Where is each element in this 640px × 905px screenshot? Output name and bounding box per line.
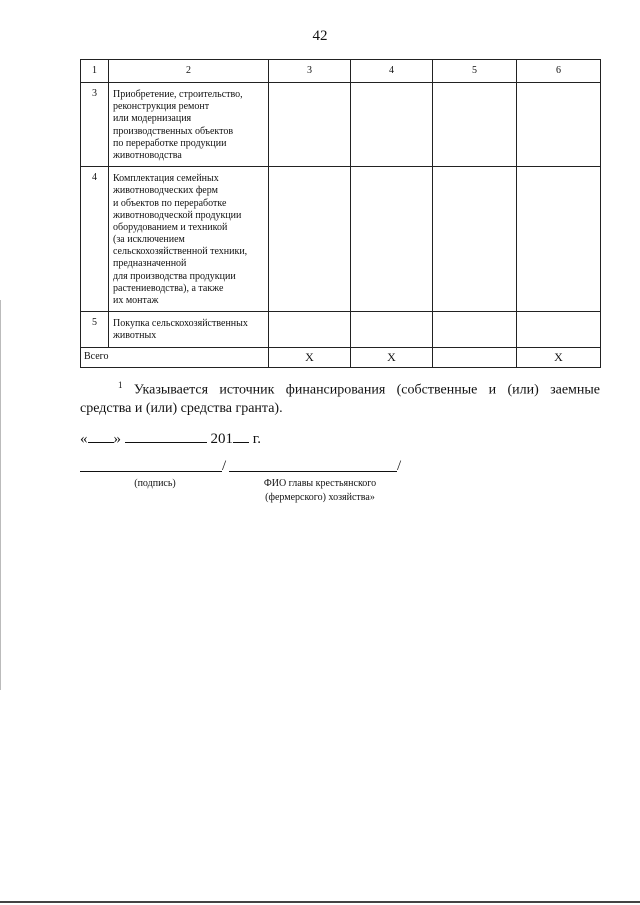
column-header: 1: [81, 60, 109, 83]
value-cell: [433, 167, 517, 312]
total-cell: Х: [517, 347, 601, 367]
value-cell: [351, 312, 433, 347]
description-line: по переработке продукции: [113, 137, 227, 149]
date-line: [80, 428, 261, 448]
value-cell: [517, 312, 601, 347]
name-line: [229, 471, 397, 472]
description-line: оборудованием и техникой: [113, 221, 228, 233]
name-slash: /: [397, 458, 402, 474]
column-header: 5: [433, 60, 517, 83]
year-suffix: г.: [252, 431, 261, 447]
description-line: животных: [113, 330, 157, 342]
signature-line: [80, 471, 222, 472]
total-cell: Х: [269, 347, 351, 367]
description-line: для производства продукции: [113, 270, 236, 282]
description-line: растениеводства), а также: [113, 282, 224, 294]
close-quote: »: [113, 431, 121, 447]
value-cell: [433, 312, 517, 347]
total-cell: [433, 347, 517, 367]
column-header: 3: [269, 60, 351, 83]
row-number: 4: [81, 167, 109, 312]
open-quote: «: [80, 431, 88, 447]
description-line: Покупка сельскохозяйственных: [113, 318, 248, 330]
table-row: [81, 167, 601, 312]
description-line: или модернизация: [113, 113, 192, 125]
row-description: [109, 312, 269, 347]
description-line: животноводства: [113, 149, 182, 161]
description-line: их монтаж: [113, 295, 159, 306]
value-cell: [517, 167, 601, 312]
description-line: Приобретение, строительство,: [113, 89, 243, 100]
value-cell: [517, 83, 601, 167]
row-description: [109, 167, 269, 312]
column-header: 6: [517, 60, 601, 83]
description-line: производственных объектов: [113, 125, 234, 137]
footnote-marker: 1: [118, 380, 123, 390]
value-cell: [269, 312, 351, 347]
description-line: животноводческих ферм: [113, 185, 218, 197]
scan-margin-line: [0, 300, 1, 690]
financing-table: [80, 59, 601, 368]
total-label: Всего: [81, 347, 269, 367]
month-blank: [125, 428, 207, 443]
day-blank: [88, 428, 114, 443]
table-row: [81, 312, 601, 347]
table-header-row: [81, 60, 601, 83]
value-cell: [351, 167, 433, 312]
footnote: [80, 380, 600, 419]
row-number: 5: [81, 312, 109, 347]
column-header: 2: [109, 60, 269, 83]
description-line: и объектов по переработке: [113, 197, 227, 209]
row-description: [109, 83, 269, 167]
description-line: реконструкция ремонт: [113, 101, 210, 113]
table-row: [81, 83, 601, 167]
footnote-text: Указывается источник финансирования (собственные и (или) заемные средства и (или) средства гранта).: [80, 382, 601, 417]
row-number: 3: [81, 83, 109, 167]
description-line: сельскохозяйственной техники,: [113, 246, 248, 258]
description-line: животноводческой продукции: [113, 209, 242, 221]
value-cell: [433, 83, 517, 167]
description-line: (за исключением: [113, 234, 185, 246]
value-cell: [269, 83, 351, 167]
year-blank: [233, 428, 249, 443]
value-cell: [269, 167, 351, 312]
description-line: Комплектация семейных: [113, 173, 219, 185]
name-caption-line-2: (фермерского) хозяйства»: [265, 492, 375, 503]
signature-slash: /: [222, 458, 227, 474]
page-number: 42: [312, 28, 328, 44]
name-caption-line-1: ФИО главы крестьянского: [263, 478, 377, 489]
value-cell: [351, 83, 433, 167]
signature-caption: (подпись): [134, 478, 176, 489]
scan-bottom-edge: [0, 901, 640, 903]
total-cell: Х: [351, 347, 433, 367]
column-header: 4: [351, 60, 433, 83]
description-line: предназначенной: [113, 258, 187, 270]
year-prefix: 201: [210, 431, 233, 447]
total-row: [81, 347, 601, 367]
